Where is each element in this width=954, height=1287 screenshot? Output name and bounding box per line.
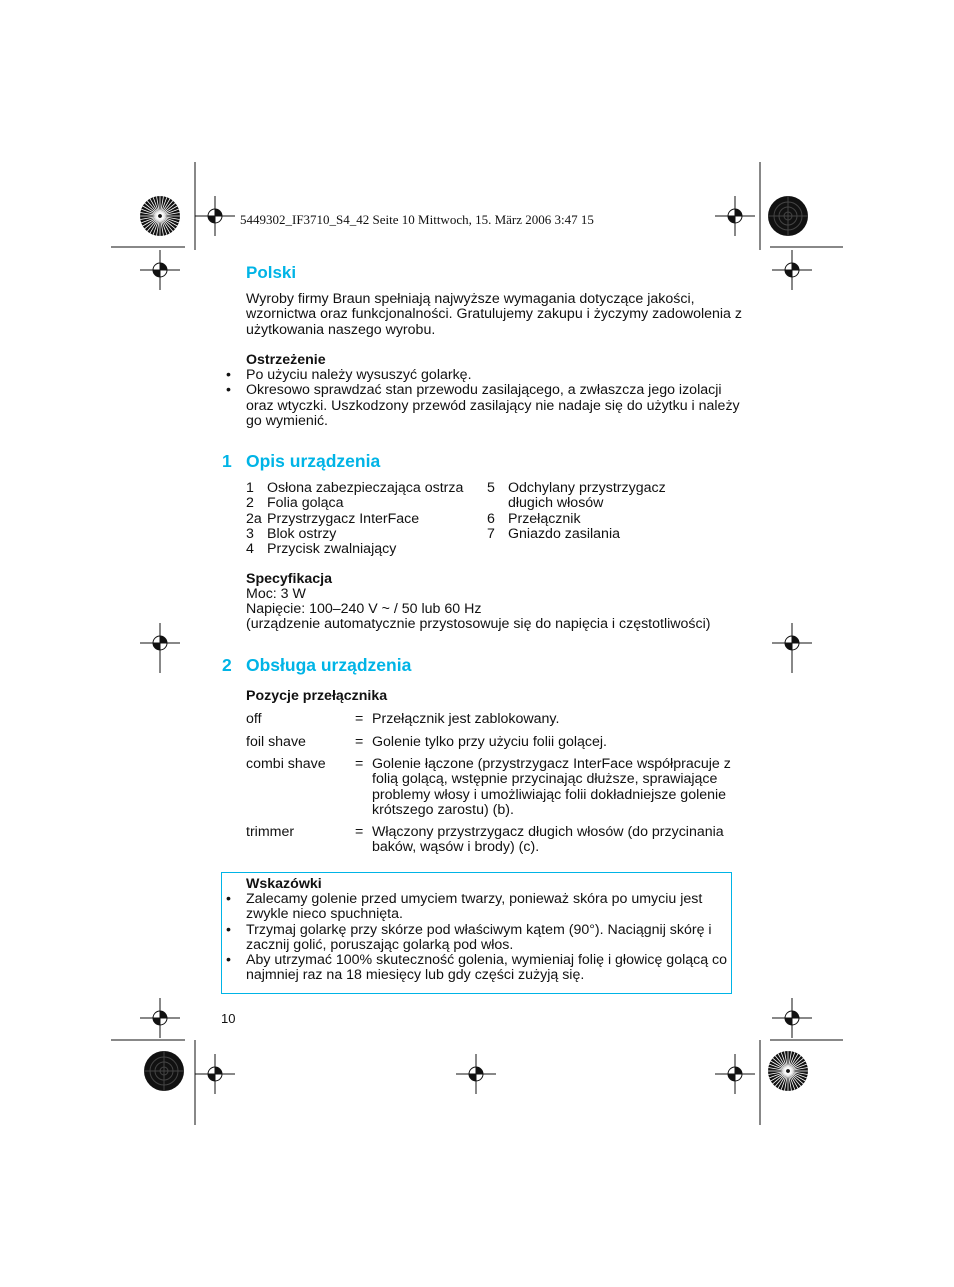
section-number: 2 [222, 655, 232, 675]
language-title: Polski [246, 263, 297, 282]
list-item: 1 Osłona zabezpieczająca ostrza [246, 480, 464, 496]
switch-key: combi shave [246, 756, 326, 772]
starburst-mark-icon [139, 195, 181, 237]
registration-mark-icon [140, 623, 180, 673]
starburst-mark-icon [767, 1050, 809, 1092]
registration-mark-icon [140, 250, 180, 290]
registration-mark-icon [140, 998, 180, 1038]
spec-title: Specyfikacja [246, 571, 332, 587]
list-item: • Aby utrzymać 100% skuteczność golenia, wymieniaj folię i głowicę golącą co najmniej raz na 18 miesięcy lub gdy części zużyją się. [226, 953, 731, 984]
spec-note: (urządzenie automatycznie przystosowuje się do napięcia i częstotliwości) [246, 616, 711, 632]
switch-value: Golenie łączone (przystrzygacz InterFace współpracuje z folią golącą, wstępnie przycinając dłuższe, sprawiające problemy włosy i umożliwiając folii dokładniejsze golenie krótszego zarostu) (b). [372, 756, 731, 818]
section-title: Opis urządzenia [246, 451, 381, 471]
list-item: • Po użyciu należy wysuszyć golarkę. [226, 368, 746, 383]
section-heading-operation [222, 655, 622, 678]
parts-list-right [487, 481, 707, 542]
list-item: 4 Przycisk zwalniający [246, 541, 397, 558]
spec-voltage: Napięcie: 100–240 V ~ / 50 lub 60 Hz [246, 601, 482, 617]
registration-mark-icon [772, 250, 812, 290]
list-item: 5 Odchylany przystrzygacz długich włosów [487, 480, 666, 512]
section-number: 1 [222, 451, 232, 471]
switch-positions-title: Pozycje przełącznika [246, 688, 388, 704]
registration-mark-icon [715, 1054, 755, 1094]
switch-key: off [246, 711, 262, 727]
list-item: 2 Folia goląca [246, 495, 344, 512]
list-item: • Trzymaj golarkę przy skórze pod właściwym kątem (90°). Naciągnij skórę i zacznij golić, poruszając golarką pod włos. [226, 923, 731, 954]
registration-mark-icon [456, 1054, 496, 1094]
registration-mark-icon [772, 623, 812, 673]
registration-mark-icon [195, 1054, 235, 1094]
hints-title: Wskazówki [246, 876, 322, 892]
switch-value: Włączony przystrzygacz długich włosów (do przycinania baków, wąsów i brody) (c). [372, 824, 724, 856]
switch-value: Golenie tylko przy użyciu folii golącej. [372, 734, 607, 750]
print-slug: 5449302_IF3710_S4_42 Seite 10 Mittwoch, 15. März 2006 3:47 15 [240, 212, 594, 227]
hints-list [226, 892, 731, 984]
registration-mark-icon [715, 196, 755, 236]
switch-key: foil shave [246, 734, 306, 750]
starburst-mark-icon [143, 1050, 185, 1092]
list-item: 6 Przełącznik [487, 510, 581, 527]
switch-value: Przełącznik jest zablokowany. [372, 711, 560, 727]
list-item: 3 Blok ostrzy [246, 525, 337, 542]
list-item: 2a Przystrzygacz InterFace [246, 510, 420, 527]
list-item: • Okresowo sprawdzać stan przewodu zasilającego, a zwłaszcza jego izolacji oraz wtyczki. Uszkodzony przewód zasilający nie nadaje się do użytku i należy go wymienić. [226, 383, 746, 429]
switch-key: trimmer [246, 824, 295, 840]
section-heading-description [222, 451, 622, 474]
registration-mark-icon [772, 998, 812, 1038]
list-item: • Zalecamy golenie przed umyciem twarzy, ponieważ skóra po umyciu jest zwykle nieco spuchnięta. [226, 892, 731, 923]
warning-title: Ostrzeżenie [246, 352, 326, 368]
list-item: 7 Gniazdo zasilania [487, 525, 620, 542]
intro-paragraph: Wyroby firmy Braun spełniają najwyższe wymagania dotyczące jakości, wzornictwa oraz funkcjonalności. Gratulujemy zakupu i życzymy zadowolenia z użytkowania naszego wyrobu. [246, 291, 742, 338]
parts-list-left [246, 481, 481, 557]
registration-mark-icon [195, 196, 235, 236]
warning-list [226, 368, 746, 429]
starburst-mark-icon [767, 195, 809, 237]
page-number: 10 [221, 1011, 236, 1026]
section-title: Obsługa urządzenia [246, 655, 412, 675]
spec-power: Moc: 3 W [246, 586, 306, 602]
